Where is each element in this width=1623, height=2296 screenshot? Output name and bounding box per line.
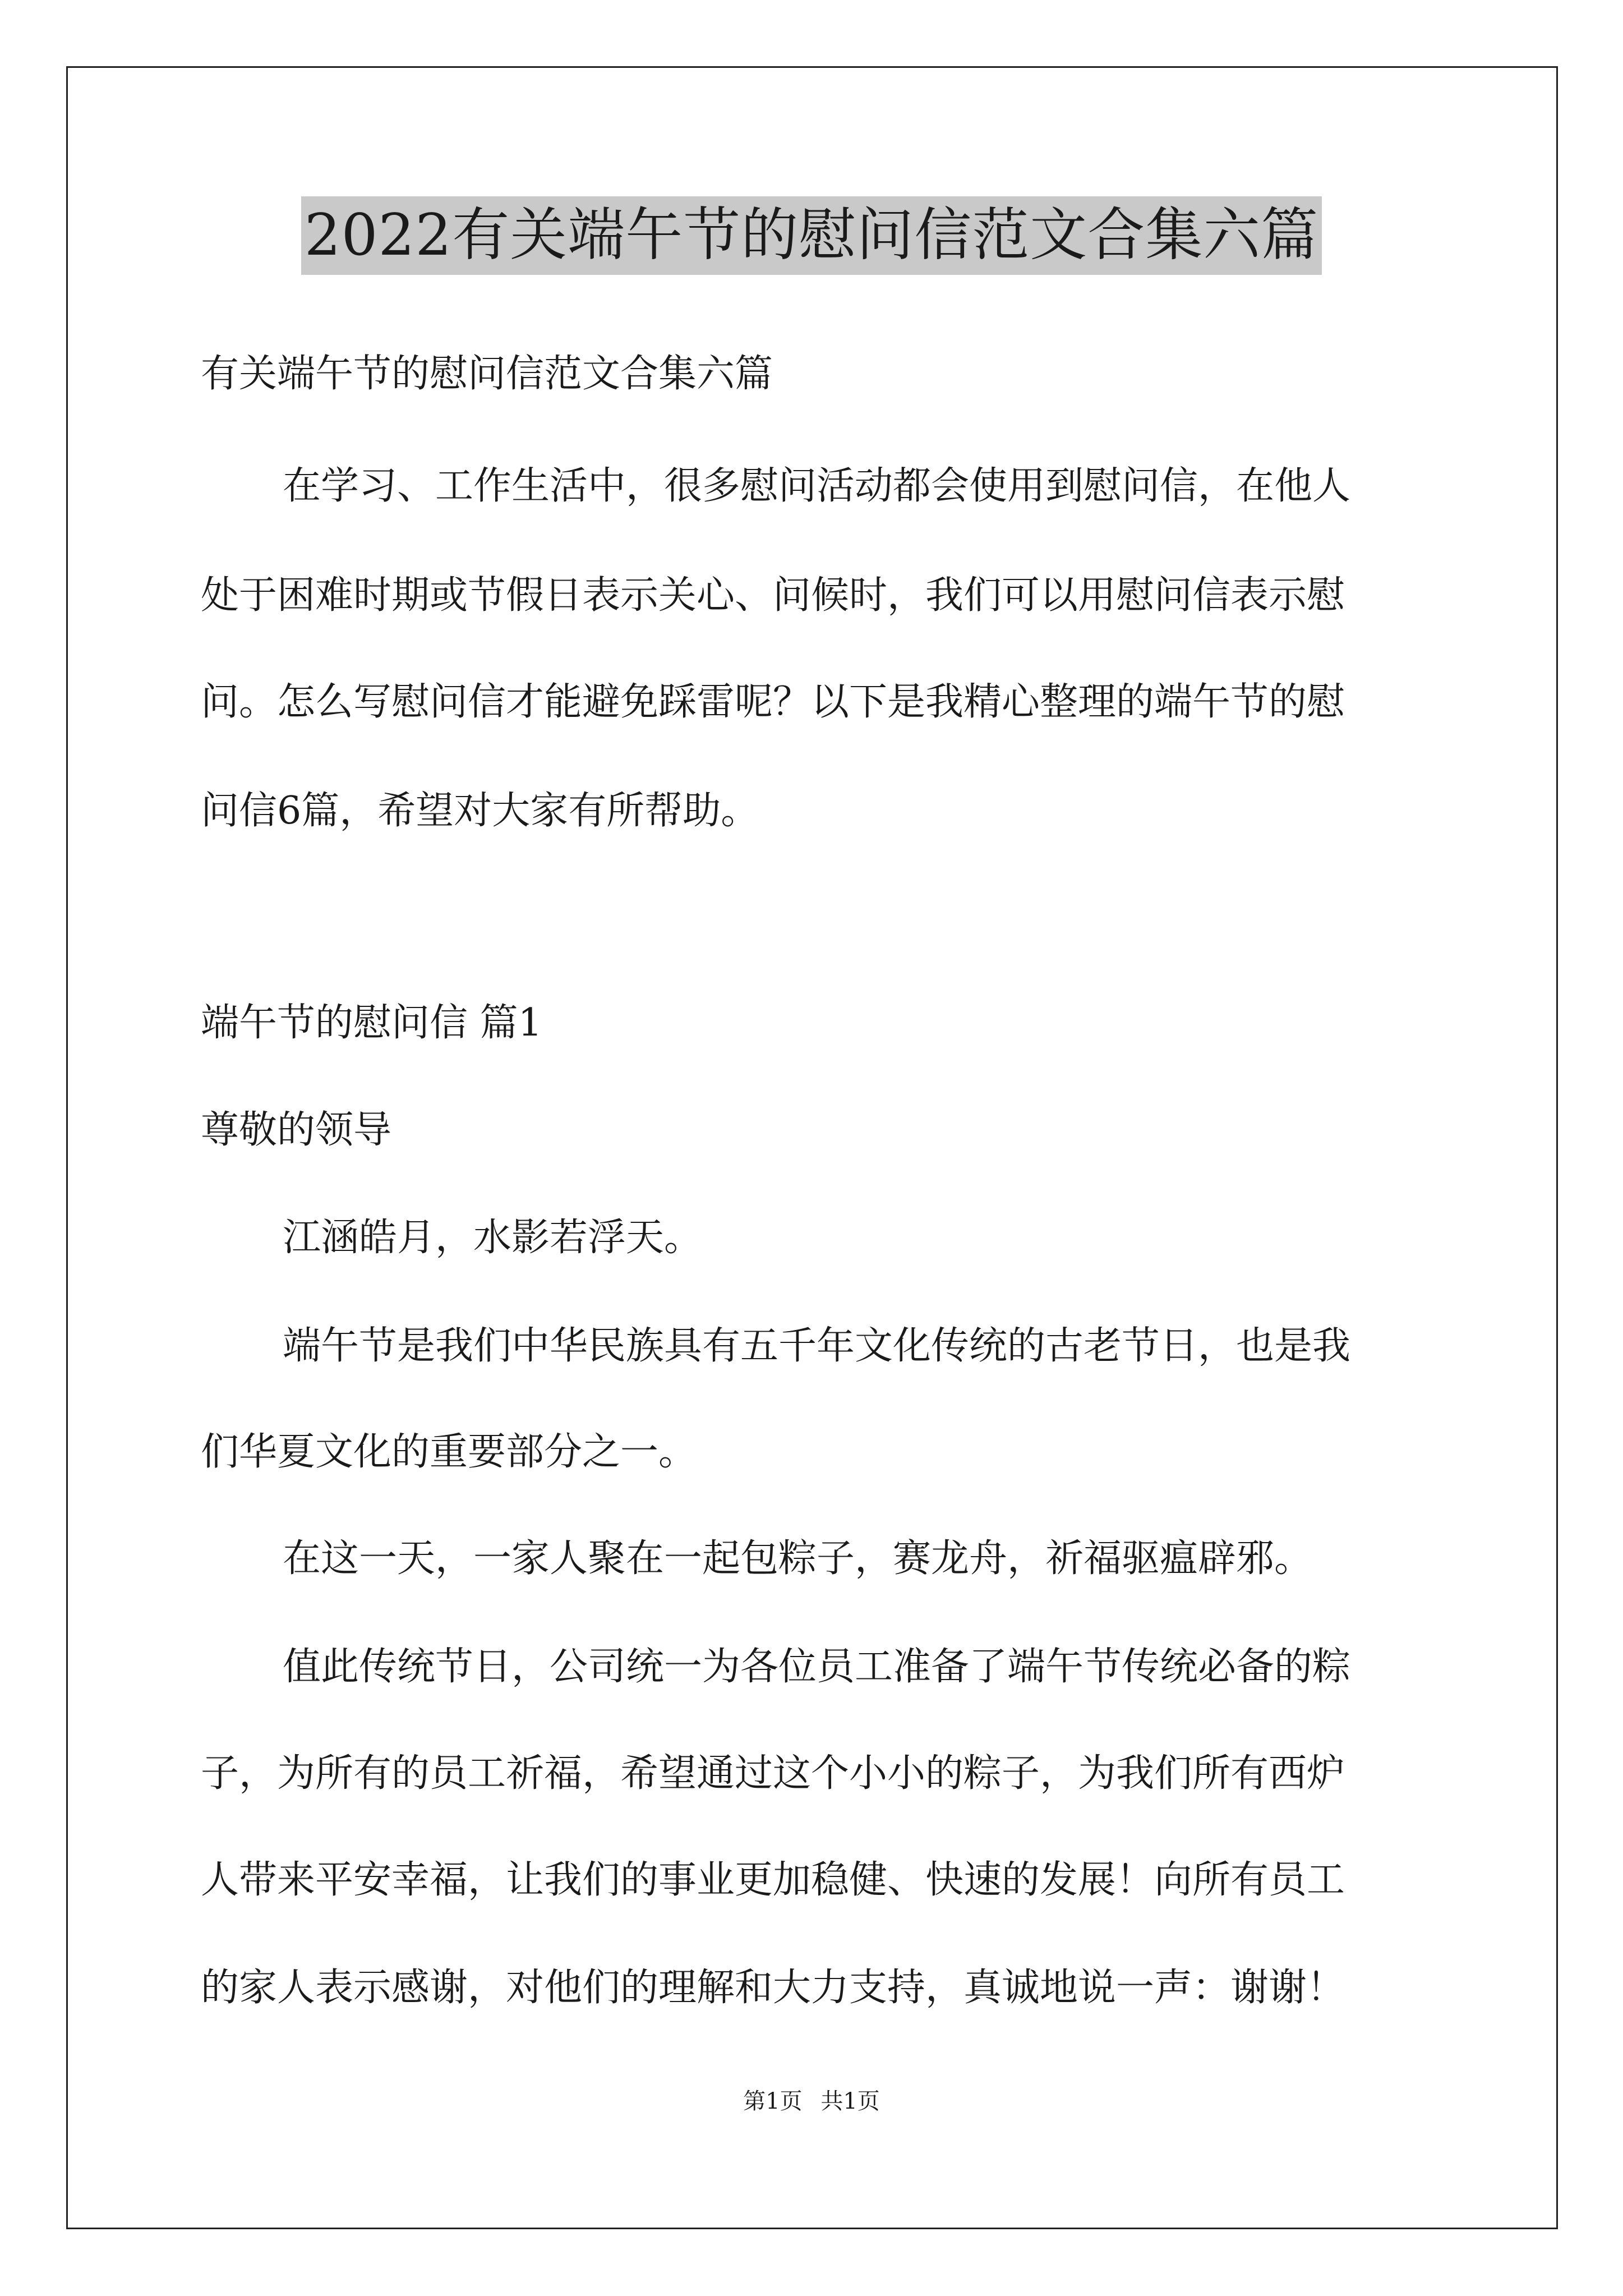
intro-line-2: 处于困难时期或节假日表示关心、问候时，我们可以用慰问信表示慰 <box>201 573 1345 618</box>
paragraph-line: 人带来平安幸福，让我们的事业更加稳健、快速的发展！向所有员工 <box>201 1858 1345 1902</box>
paragraph-line: 江涵皓月，水影若浮天。 <box>283 1216 703 1260</box>
page-number-total: 共1页 <box>820 2088 880 2114</box>
page-footer <box>0 2086 1623 2117</box>
paragraph-line: 在这一天，一家人聚在一起包粽子，赛龙舟，祈福驱瘟辟邪。 <box>283 1536 1313 1581</box>
page-number-current: 第1页 <box>743 2088 803 2114</box>
document-title: 2022有关端午节的慰问信范文合集六篇 <box>301 196 1322 275</box>
intro-line-3: 问。怎么写慰问信才能避免踩雷呢？以下是我精心整理的端午节的慰 <box>201 680 1345 724</box>
intro-line-4: 问信6篇，希望对大家有所帮助。 <box>201 789 759 833</box>
intro-line-1: 在学习、工作生活中，很多慰问活动都会使用到慰问信，在他人 <box>283 464 1351 508</box>
title-block <box>0 196 1623 275</box>
salutation: 尊敬的领导 <box>201 1108 392 1152</box>
paragraph-line: 子，为所有的员工祈福，希望通过这个小小的粽子，为我们所有西炉 <box>201 1751 1345 1796</box>
section-heading: 端午节的慰问信 篇1 <box>201 1001 542 1045</box>
subtitle-line: 有关端午节的慰问信范文合集六篇 <box>201 352 773 396</box>
paragraph-line: 端午节是我们中华民族具有五千年文化传统的古老节日，也是我 <box>283 1324 1351 1368</box>
paragraph-line: 们华夏文化的重要部分之一。 <box>201 1430 697 1474</box>
paragraph-line: 值此传统节日，公司统一为各位员工准备了端午节传统必备的粽 <box>283 1645 1351 1689</box>
paragraph-line: 的家人表示感谢，对他们的理解和大力支持，真诚地说一声：谢谢！ <box>201 1966 1345 2010</box>
